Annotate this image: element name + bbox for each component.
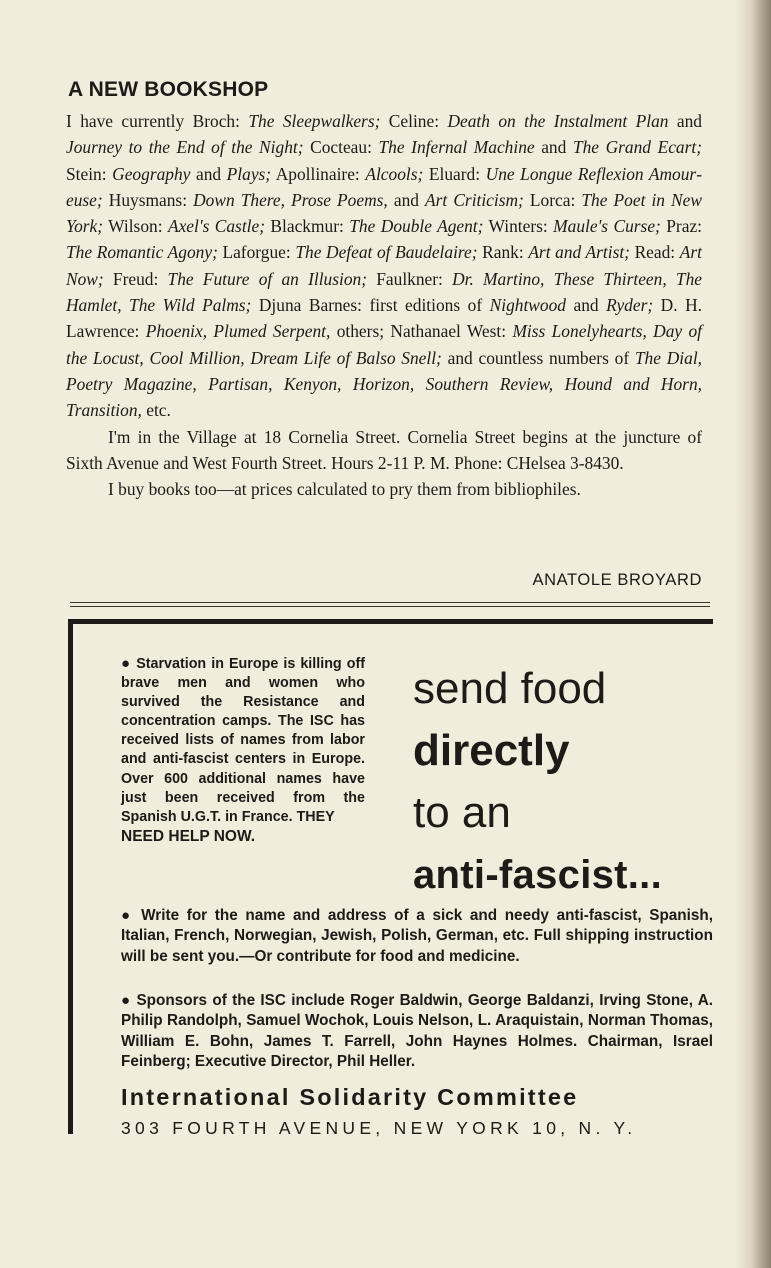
ad-write-text: Write for the name and address of a sick and needy anti-fascist, Spanish, Italian, French, Norwegian, Jewish, Polish, German, etc. Full shipping instruction will be sent you.—Or contribute for food and medicine. [121, 907, 713, 965]
italic-title-segment: Death on the Instalment Plan [447, 111, 669, 131]
text-segment: I have currently Broch: [66, 111, 249, 131]
text-segment: and [387, 189, 426, 210]
slogan-line-4: anti-fascist... [413, 853, 663, 897]
text-segment: Faulkner: [367, 268, 453, 289]
italic-title-segment: The Infernal Machine [378, 137, 535, 158]
italic-title-segment: Dr. Martino, These Thirteen, The Hamlet, The Wild Palms; [66, 268, 702, 316]
text-segment: others; Nathanael West: [330, 321, 513, 342]
text-segment: Stein: [66, 163, 113, 184]
italic-title-segment: Down There, Prose Poems, [193, 189, 388, 210]
article-paragraph-buying: I buy books too—at prices calculated to pry them from bibliophiles. [108, 479, 581, 500]
italic-title-segment: Art and Artist; [528, 242, 630, 263]
bullet-icon: ● [121, 655, 132, 672]
italic-title-segment: Maule's Curse; [553, 216, 661, 237]
text-segment: Wilson: [103, 216, 168, 237]
text-segment: Praz: [660, 216, 702, 237]
organization-name: International Solidarity Committee [121, 1084, 579, 1110]
text-segment: D. H. Lawrence: [66, 295, 703, 342]
italic-title-segment: The Defeat of Baudelaire; [295, 242, 478, 263]
divider-rule [70, 602, 710, 603]
italic-title-segment: Journey to the End of the Night; [66, 137, 304, 158]
italic-title-segment: The Poet in New York; [66, 189, 702, 237]
text-segment: Laforgue: [217, 242, 296, 263]
italic-title-segment: The Romantic Agony; [66, 242, 218, 263]
italic-title-segment: Geography [112, 163, 191, 184]
isc-advertisement [68, 619, 714, 1138]
ad-sponsors-text: Sponsors of the ISC include Roger Baldwin, George Baldanzi, Irving Stone, A. Philip Randolph, Samuel Wochok, Louis Nelson, L. Araquistain, Norman Thomas, William E. Bohn, James T. Farrell, John Haynes Holmes. Chairman, Israel Feinberg; Executive Director, Phil Heller. [121, 992, 714, 1071]
slogan-line-3: to an [413, 788, 511, 837]
article-paragraph-location: I'm in the Village at 18 Cornelia Street. Cornelia Street begins at the juncture of Sixth Avenue and West Fourth Street. Hours 2-11 P. M. Phone: CHelsea 3-8430. [66, 426, 702, 473]
italic-title-segment: The Sleepwalkers; [248, 111, 381, 131]
text-segment: Eluard: [423, 163, 486, 184]
text-segment: Lorca: [523, 189, 582, 210]
text-segment: Freud: [103, 268, 168, 289]
italic-title-segment: The Double Agent; [349, 216, 484, 237]
text-segment: and [534, 137, 573, 158]
text-segment: Huysmans: [102, 189, 194, 210]
italic-title-segment: Une Longue Reflexion Amoureuse; [66, 163, 702, 210]
organization-address: 303 FOURTH AVENUE, NEW YORK 10, N. Y. [121, 1118, 637, 1138]
bullet-icon: ● [121, 907, 134, 924]
italic-title-segment: Plays; [226, 163, 272, 184]
ad-slogan [413, 658, 713, 906]
text-segment: and [190, 163, 227, 184]
text-segment: Rank: [477, 242, 529, 263]
ad-intro-body: Starvation in Europe is killing off brave men and women who survived the Resistance and concentration camps. The ISC has received lists of names from labor and anti-fascist centers in Europe. Over 600 additional names have just been received from the Spanish U.G.T. in France. THEY [121, 656, 365, 825]
italic-title-segment: Phoenix, Plumed Serpent, [145, 321, 331, 342]
text-segment: Winters: [483, 216, 554, 237]
slogan-line-1: send food [413, 664, 607, 713]
author-signature: ANATOLE BROYARD [532, 571, 702, 589]
text-segment: etc. [141, 400, 171, 421]
italic-title-segment: Alcools; [365, 163, 424, 184]
article-heading: A NEW BOOKSHOP [68, 78, 269, 101]
italic-title-segment: Axel's Castle; [167, 216, 266, 237]
italic-title-segment: Nightwood [489, 295, 566, 316]
italic-title-segment: The Grand Ecart; [572, 137, 702, 158]
article-paragraph-book-list [66, 108, 702, 424]
ad-write-paragraph [121, 906, 713, 967]
italic-title-segment: Art Now; [66, 242, 702, 289]
italic-title-segment: The Dial, Poetry Magazine, Partisan, Kenyon, Horizon, Southern Review, Hound and Horn, Transition, [66, 347, 703, 421]
text-segment: Blackmur: [265, 216, 350, 237]
bullet-icon: ● [121, 992, 132, 1009]
divider-rule-lower [70, 606, 710, 607]
bookshop-article [66, 108, 702, 502]
italic-title-segment: Miss Lonelyhearts, Day of the Locust, Cool Million, Dream Life of Balso Snell; [66, 321, 702, 368]
text-segment: Read: [629, 242, 680, 263]
text-segment: and countless numbers of [441, 347, 635, 368]
text-segment: Cocteau: [303, 137, 379, 158]
text-segment: and [668, 111, 702, 131]
ad-intro-text [121, 654, 365, 846]
italic-title-segment: Ryder; [606, 295, 654, 316]
text-segment: Celine: [380, 111, 448, 131]
text-segment: Djuna Barnes: first editions of [251, 295, 490, 316]
ad-sponsors-paragraph [121, 991, 713, 1073]
italic-title-segment: Art Criticism; [425, 189, 524, 210]
ad-intro-emphasis: NEED HELP NOW. [121, 827, 256, 845]
italic-title-segment: The Future of an Illusion; [167, 268, 368, 289]
text-segment: and [565, 295, 607, 316]
slogan-line-2: directly [413, 726, 570, 775]
page-gutter-shadow [735, 0, 771, 1268]
text-segment: Apollinaire: [271, 163, 366, 184]
